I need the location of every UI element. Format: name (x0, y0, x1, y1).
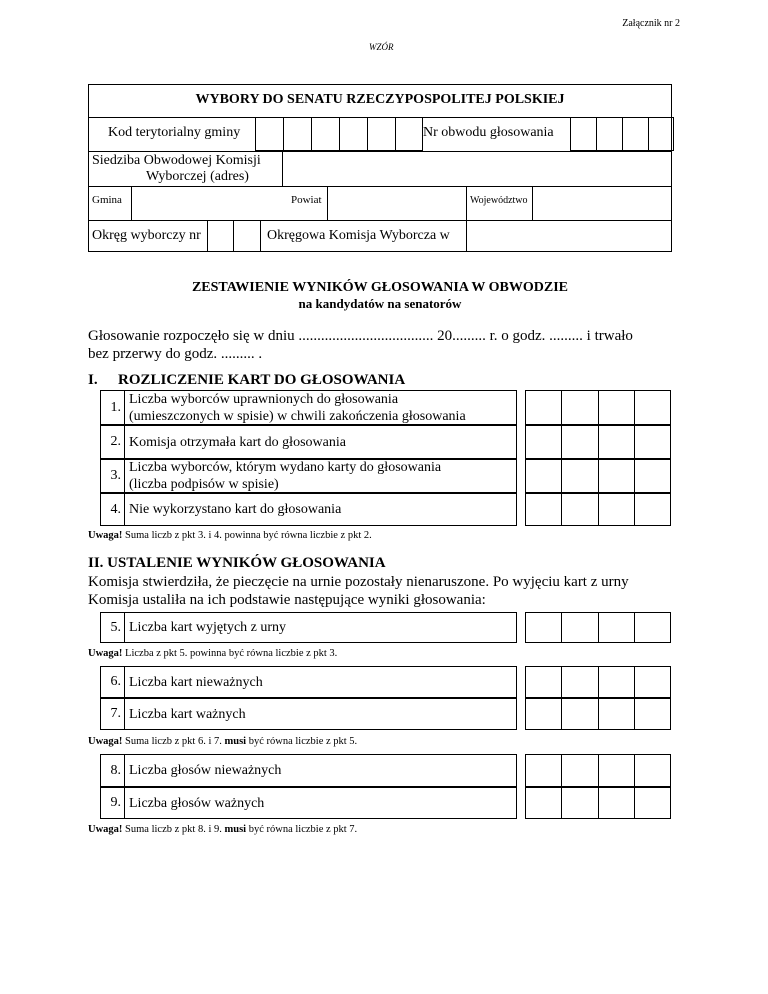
item-8-cells[interactable] (525, 754, 671, 787)
item-7-number: 7. (101, 699, 125, 729)
annex-label: Załącznik nr 2 (622, 18, 680, 29)
item-3-label-1: Liczba wyborców, którym wydano karty do głosowania (129, 460, 442, 475)
item-1-row (100, 390, 517, 425)
item-9-number: 9. (101, 788, 125, 818)
item-5-number: 5. (101, 613, 125, 642)
item-2-label: Komisja otrzymała kart do głosowania (129, 434, 346, 450)
item-5-row (100, 612, 517, 643)
summary-subtitle: na kandydatów na senatorów (298, 296, 462, 311)
item-1-label-1: Liczba wyborców uprawnionych do głosowania (129, 391, 399, 407)
item-5-cells[interactable] (525, 612, 671, 643)
item-7-cells[interactable] (525, 698, 671, 730)
item-6-label: Liczba kart nieważnych (129, 674, 263, 690)
item-2-number: 2. (101, 426, 125, 458)
note-item-5: Uwaga! Liczba z pkt 5. powinna być równa liczbie z pkt 3. (88, 648, 338, 659)
template-label: WZÓR (369, 42, 394, 52)
district-number-label: Nr obwodu głosowania (423, 125, 554, 140)
form-title: WYBORY DO SENATU RZECZYPOSPOLITEJ POLSKIEJ (195, 92, 565, 107)
item-9-label: Liczba głosów ważnych (129, 795, 265, 811)
item-2-row (100, 425, 517, 459)
wojewodztwo-label: Województwo (470, 195, 528, 206)
seat-label-1: Siedziba Obwodowej Komisji (92, 153, 261, 168)
item-9-row (100, 787, 517, 819)
powiat-label: Powiat (291, 194, 322, 206)
note-item-9: Uwaga! Suma liczb z pkt 8. i 9. musi być równa liczbie z pkt 7. (88, 824, 358, 835)
item-5-label: Liczba kart wyjętych z urny (129, 620, 287, 635)
section-2-intro-2: Komisja ustaliła na ich podstawie następujące wyniki głosowania: (88, 592, 486, 608)
gmina-field[interactable] (132, 187, 285, 219)
item-4-cells[interactable] (525, 493, 671, 526)
note-section-1: Uwaga! Suma liczb z pkt 3. i 4. powinna być równa liczbie z pkt 2. (88, 530, 372, 541)
item-3-label-2: (liczba podpisów w spisie) (129, 477, 279, 492)
item-3-number: 3. (101, 460, 125, 492)
item-8-number: 8. (101, 755, 125, 786)
section-2-intro-1: Komisja stwierdziła, że pieczęcie na urnie pozostały nienaruszone. Po wyjęciu kart z urny (88, 574, 629, 590)
constituency-cells[interactable] (207, 220, 261, 252)
item-1-number: 1. (101, 391, 125, 424)
section-2-title: II. USTALENIE WYNIKÓW GŁOSOWANIA (88, 555, 386, 571)
district-number-cells[interactable] (570, 117, 674, 151)
constituency-label: Okręg wyborczy nr (92, 228, 201, 243)
item-9-cells[interactable] (525, 787, 671, 819)
item-6-number: 6. (101, 667, 125, 697)
item-6-cells[interactable] (525, 666, 671, 698)
wojewodztwo-field[interactable] (533, 187, 671, 219)
summary-title: ZESTAWIENIE WYNIKÓW GŁOSOWANIA W OBWODZIE (191, 280, 569, 295)
territorial-code-cells[interactable] (255, 117, 423, 151)
item-4-row (100, 493, 517, 526)
item-1-cells[interactable] (525, 390, 671, 425)
district-commission-field[interactable] (467, 221, 671, 251)
powiat-field[interactable] (328, 187, 466, 219)
section-1-number: I. (88, 372, 98, 388)
item-4-number: 4. (101, 494, 125, 525)
item-7-label: Liczba kart ważnych (129, 706, 246, 722)
item-7-row (100, 698, 517, 730)
section-1-title: ROZLICZENIE KART DO GŁOSOWANIA (118, 372, 406, 388)
seat-label-2: Wyborczej (adres) (146, 169, 249, 184)
territorial-code-label: Kod terytorialny gminy (108, 125, 241, 140)
voting-time-line-2: bez przerwy do godz. ......... . (88, 346, 263, 362)
item-1-label-2: (umieszczonych w spisie) w chwili zakończenia głosowania (129, 408, 466, 424)
note-item-7: Uwaga! Suma liczb z pkt 6. i 7. musi być równa liczbie z pkt 5. (88, 736, 358, 747)
voting-time-line-1: Głosowanie rozpoczęło się w dniu .................................... 20......... r. o godz. ......... i trwało (88, 328, 633, 344)
item-8-label: Liczba głosów nieważnych (129, 763, 282, 778)
item-3-row (100, 459, 517, 493)
item-3-cells[interactable] (525, 459, 671, 493)
item-6-row (100, 666, 517, 698)
item-8-row (100, 754, 517, 787)
item-2-cells[interactable] (525, 425, 671, 459)
seat-address-field[interactable] (283, 152, 671, 185)
gmina-label: Gmina (92, 194, 122, 206)
district-commission-label: Okręgowa Komisja Wyborcza w (267, 228, 450, 243)
item-4-label: Nie wykorzystano kart do głosowania (129, 502, 342, 517)
